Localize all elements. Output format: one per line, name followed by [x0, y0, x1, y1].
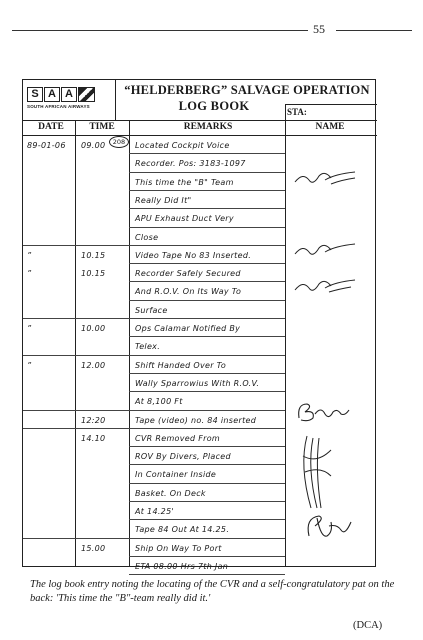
- signature-4: [293, 400, 353, 424]
- image-credit: (DCA): [353, 620, 383, 631]
- row-rule: [129, 190, 285, 191]
- entry-remarks: This time the "B" Team: [135, 177, 234, 187]
- entry-time: 12.00: [81, 360, 106, 370]
- entry-date: ”: [27, 324, 32, 333]
- page-marker-circle: 208: [109, 136, 129, 148]
- entry-remarks: ROV By Divers, Placed: [135, 452, 231, 462]
- entry-remarks: Wally Sparrowius With R.O.V.: [135, 378, 260, 388]
- entry-remarks: Recorder. Pos: 3183-1097: [135, 159, 246, 169]
- row-rule: [129, 574, 285, 575]
- row-rule: [129, 464, 285, 465]
- column-header-name: NAME: [315, 122, 345, 132]
- entry-time: 09.00: [81, 141, 106, 150]
- row-rule: [129, 446, 285, 447]
- signature-3: [291, 276, 361, 296]
- entry-time: 15.00: [81, 543, 106, 553]
- entry-remarks: Basket. On Deck: [135, 488, 206, 498]
- entry-remarks: And R.O.V. On Its Way To: [135, 287, 242, 297]
- row-rule: [129, 410, 285, 411]
- entry-date: ”: [27, 269, 32, 279]
- row-rule: [129, 172, 285, 173]
- row-rule: [129, 208, 285, 209]
- saa-logo: [27, 87, 115, 109]
- row-rule: [129, 501, 285, 502]
- entry-time: 14.10: [81, 433, 106, 443]
- entry-date: ”: [27, 250, 32, 260]
- column-header-date: DATE: [38, 122, 64, 132]
- entry-remarks: Close: [135, 232, 159, 242]
- time-column-rule: [129, 120, 130, 566]
- logbook-title: “HELDERBERG” SALVAGE OPERATION: [124, 83, 370, 97]
- sta-label: STA:: [287, 107, 307, 117]
- header-rule-left: [12, 30, 308, 31]
- logo-subtitle: SOUTH AFRICAN AIRWAYS: [27, 104, 90, 109]
- logo-flag-icon: [78, 87, 95, 102]
- header-bottom-rule: [23, 135, 377, 136]
- entry-time: 10.00: [81, 324, 106, 333]
- entry-remarks: Recorder Safely Secured: [135, 269, 241, 279]
- logbook-subtitle: LOG BOOK: [178, 99, 250, 113]
- signature-5: [297, 432, 337, 512]
- entry-remarks: CVR Removed From: [135, 433, 220, 443]
- row-rule: [129, 391, 285, 392]
- signature-2: [291, 240, 361, 260]
- header-rule-right: [336, 30, 412, 31]
- row-rule: [129, 355, 285, 356]
- column-header-time: TIME: [89, 122, 115, 132]
- entry-remarks: ETA 08.00 Hrs 7th Jan: [135, 561, 229, 571]
- entry-remarks: Video Tape No 83 Inserted.: [135, 250, 252, 260]
- entry-remarks: In Container Inside: [135, 470, 217, 480]
- entry-remarks: At 8,100 Ft: [135, 397, 183, 407]
- column-header-remarks: REMARKS: [183, 122, 233, 132]
- entry-remarks: Ops Calamar Notified By: [135, 324, 241, 333]
- entry-date: ”: [27, 360, 32, 370]
- row-rule: [129, 300, 285, 301]
- row-rule: [129, 281, 285, 282]
- entry-remarks: Shift Handed Over To: [135, 360, 227, 370]
- date-time-row-rule: [23, 410, 129, 411]
- logo-divider: [115, 80, 116, 120]
- row-rule: [129, 519, 285, 520]
- row-rule: [129, 227, 285, 228]
- signature-1: [291, 168, 361, 188]
- page-number: 55: [313, 22, 325, 36]
- row-rule: [129, 245, 285, 246]
- entry-remarks: Really Did It": [135, 195, 192, 205]
- figure-caption: The log book entry noting the locating of the CVR and a self-congratulatory pat on the back: 'This time the "B"-team really did it.': [30, 579, 395, 604]
- entry-remarks: Tape (video) no. 84 inserted: [135, 415, 257, 425]
- row-rule: [129, 263, 285, 264]
- entry-time: 10.15: [81, 269, 106, 279]
- row-rule: [129, 483, 285, 484]
- logo-letter-s: S: [27, 87, 43, 102]
- entry-remarks: Ship On Way To Port: [135, 543, 222, 553]
- date-column-rule: [75, 120, 76, 566]
- sta-divider: [285, 104, 286, 120]
- logbook-photo: [22, 79, 376, 571]
- entry-remarks: At 14.25': [135, 507, 174, 516]
- date-time-row-rule: [23, 318, 129, 319]
- row-rule: [129, 556, 285, 557]
- saa-logo-mark: [27, 87, 115, 102]
- logo-letter-a1: A: [44, 87, 60, 102]
- logo-letter-a2: A: [61, 87, 77, 102]
- date-time-row-rule: [23, 428, 129, 429]
- entry-remarks: Surface: [135, 305, 168, 315]
- row-rule: [129, 153, 285, 154]
- date-time-row-rule: [23, 245, 129, 246]
- row-rule: [129, 373, 285, 374]
- entry-time: 12:20: [81, 415, 106, 425]
- row-rule: [129, 336, 285, 337]
- sta-top-rule: [285, 104, 377, 105]
- entry-remarks: Telex.: [135, 342, 161, 352]
- entry-remarks: Tape 84 Out At 14.25.: [135, 525, 230, 535]
- remarks-column-rule: [285, 120, 286, 566]
- date-time-row-rule: [23, 538, 129, 539]
- entry-remarks: APU Exhaust Duct Very: [135, 214, 234, 224]
- header-top-rule: [23, 120, 377, 121]
- entry-remarks: Located Cockpit Voice: [135, 141, 230, 150]
- row-rule: [129, 538, 285, 539]
- date-time-row-rule: [23, 355, 129, 356]
- entry-time: 10.15: [81, 250, 106, 260]
- entry-date: 89-01-06: [27, 141, 66, 150]
- row-rule: [129, 318, 285, 319]
- row-rule: [129, 428, 285, 429]
- signature-6: [299, 512, 355, 542]
